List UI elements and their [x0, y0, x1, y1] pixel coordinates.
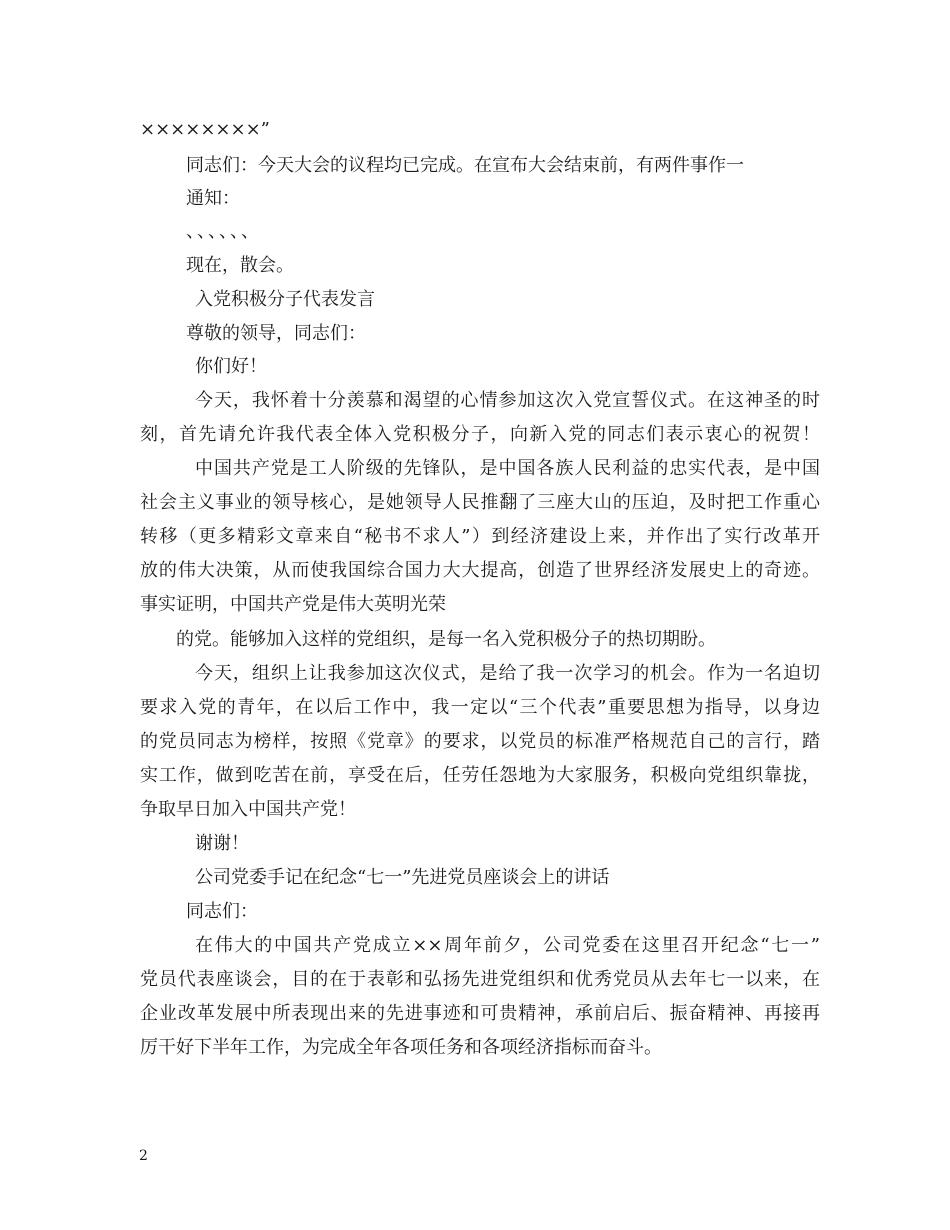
- text-line: 、、、、、、: [186, 221, 261, 242]
- text-line: 今天，组织上让我参加这次仪式，是给了我一次学习的机会。作为一名迫切: [195, 663, 820, 684]
- text-line: 的党员同志为榜样，按照《党章》的要求，以党员的标准严格规范自己的言行，踏: [140, 731, 820, 752]
- text-line: 企业改革发展中所表现出来的先进事迹和可贵精神，承前启后、振奋精神、再接再: [140, 1003, 820, 1024]
- text-line: 同志们：: [186, 901, 258, 922]
- text-line: 要求入党的青年，在以后工作中，我一定以“三个代表”重要思想为指导，以身边: [140, 697, 820, 718]
- text-line: 同志们：今天大会的议程均已完成。在宣布大会结束前，有两件事作一: [186, 155, 744, 176]
- text-line: 现在，散会。: [186, 255, 294, 276]
- text-line: 放的伟大决策，从而使我国综合国力大大提高，创造了世界经济发展史上的奇迹。: [140, 560, 820, 581]
- text-line: 谢谢！: [195, 833, 249, 854]
- text-line: 实工作，做到吃苦在前，享受在后，任劳任怨地为大家服务，积极向党组织靠拢，: [140, 765, 820, 786]
- text-line: 争取早日加入中国共产党！: [140, 799, 356, 820]
- text-line: 刻，首先请允许我代表全体入党积极分子，向新入党的同志们表示衷心的祝贺！: [140, 424, 820, 445]
- text-line: 尊敬的领导，同志们：: [186, 323, 366, 344]
- text-line: 事实证明，中国共产党是伟大英明光荣: [140, 594, 446, 615]
- section-heading: 公司党委手记在纪念“七一”先进党员座谈会上的讲话: [195, 867, 610, 888]
- text-line: 党员代表座谈会，目的在于表彰和弘扬先进党组织和优秀党员从去年七一以来，在: [140, 969, 820, 990]
- text-line: 今天，我怀着十分羡慕和渴望的心情参加这次入党宣誓仪式。在这神圣的时: [195, 390, 820, 411]
- text-line: 通知：: [186, 188, 240, 209]
- text-line: 中国共产党是工人阶级的先锋队，是中国各族人民利益的忠实代表，是中国: [195, 458, 820, 479]
- text-line: 厉干好下半年工作，为完成全年各项任务和各项经济指标而奋斗。: [140, 1037, 662, 1058]
- text-line: 社会主义事业的领导核心，是她领导人民推翻了三座大山的压迫，及时把工作重心: [140, 492, 820, 513]
- text-line: 你们好！: [195, 356, 267, 377]
- text-line: 的党。能够加入这样的党组织，是每一名入党积极分子的热切期盼。: [176, 629, 716, 650]
- section-heading: 入党积极分子代表发言: [195, 289, 375, 310]
- text-line: 转移（更多精彩文章来自“秘书不求人”）到经济建设上来，并作出了实行改革开: [140, 526, 820, 547]
- text-line: 在伟大的中国共产党成立××周年前夕，公司党委在这里召开纪念“七一”: [195, 935, 820, 956]
- page-number: 2: [139, 1148, 148, 1164]
- text-line-xmarks: ××××××××”: [140, 119, 270, 140]
